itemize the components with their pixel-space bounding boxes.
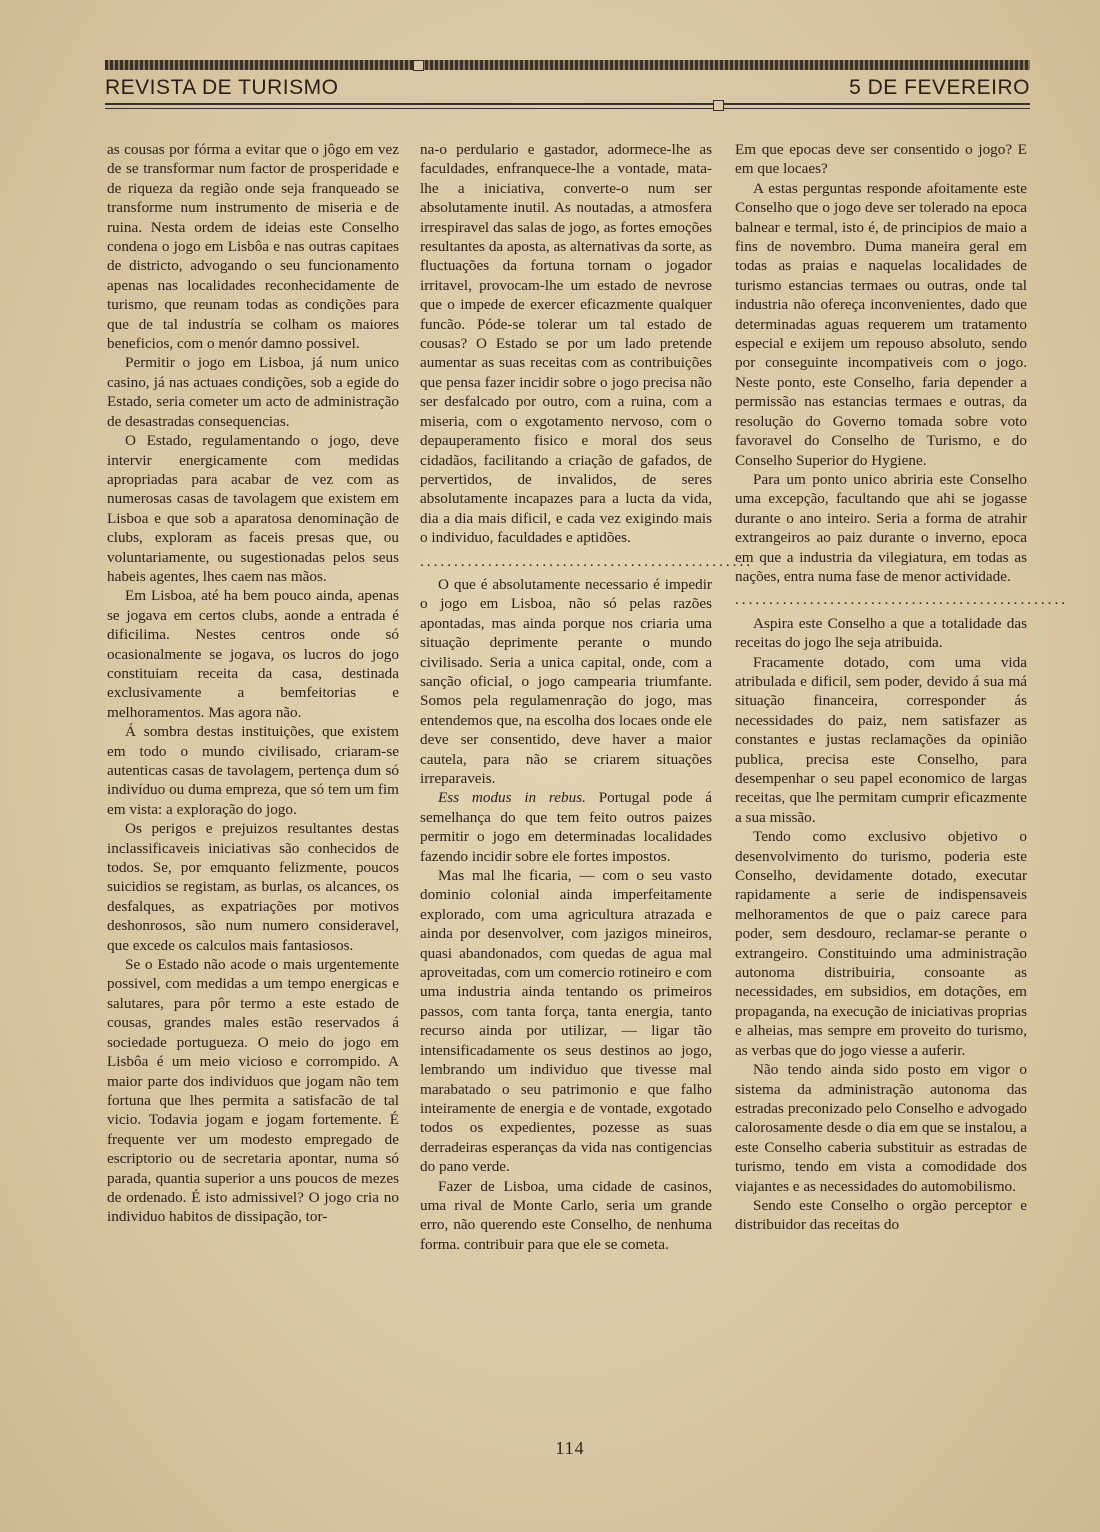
paragraph-text: O Estado, regulamentando o jogo, deve intervir energicamente com medidas apropriadas para acabar de vez com as numerosas casas de tavolagem que existem em Lisboa e que sob a aparatosa denominação de clubs, exploram as faceis presas que, ou voluntariamente, ou sugestionadas pelos seus habeis agentes, lhes caem nas mãos. [107,432,399,585]
paragraph-text: Permitir o jogo em Lisboa, já num unico casino, já nas actuaes condições, sob a egide do Estado, seria cometer um acto de administração de desastradas consequencias. [107,354,399,430]
paragraph [107,819,399,955]
running-header [105,76,1030,102]
paragraph [735,1196,1027,1235]
paragraph-text: Não tendo ainda sido posto em vigor o sistema da administração autonoma das estradas preconizado pelo Conselho e advogado calorosamente desde o dia em que se instalou, a este Conselho caberia substituir as estradas de turismo, tendo em vista a comodidade dos viajantes e as necessidades do automobilismo. [735,1061,1027,1195]
paragraph [735,179,1027,470]
paragraph-text: Mas mal lhe ficaria, — com o seu vasto dominio colonial ainda imperfeitamente explorado, com uma agricultura atrazada e ainda por desenvolver, com jazigos mineiros, quasi abandonados, com quedas de agua mal aproveitadas, com um comercio rotineiro e com uma industria ainda tentando os primeiros passos, com tanta força, tanta energia, tanto recurso ainda por utilizar, — ligar tão intensificadamente os seus destinos ao jogo, lembrando um individuo que tivesse mal marabatado o seu patrimonio e que falho inteiramente de energia e de vontade, exgotado todos os expedientes, pozesse as suas derradeiras esperanças da vida nas contigencias do pano verde. [420,867,712,1176]
header-bottom-ornament [713,100,724,111]
paragraph-text: O que é absolutamente necessario é impedir o jogo em Lisboa, não só pelas razões apontadas, mas ainda porque nos criaria uma situação deprimente perante o mundo civilisado. Seria a unica capital, onde, com a sanção oficial, o jogo campearia triumfante. Somos pela regulamenração do jogo, mas entendemos que, na escolha dos locaes onde ele deve ser consentido, deve haver a maior cautela, para não se criarem situações irreparaveis. [420,575,712,787]
paragraph-text: Portugal pode á semelhança do que tem feito outros paizes permitir o jogo em determinadas localidades fazendo incidir sobre ele fortes impostos. [420,789,712,865]
section-separator: ................................................. [735,591,1069,609]
paragraph-text: Fracamente dotado, com uma vida atribulada e dificil, sem poder, devido á sua má situação financeira, corresponder ás necessidades do paiz, nem satisfazer as constantes e justas reclamações da opinião publica, precisa este Conselho, para desempenhar o seu papel economico de largas receitas, que lhe permitam cumprir eficazmente a sua missão. [735,653,1027,826]
header-bottom-rule-2 [105,108,1030,109]
paragraph-text: Aspira este Conselho a que a totalidade das receitas do jogo lhe seja atribuida. [735,614,1027,652]
header-bottom-rule [105,103,1030,105]
latin-phrase: Ess modus in rebus. [438,789,586,807]
paragraph [107,955,399,1227]
issue-date: 5 DE FEVEREIRO [849,76,1030,99]
paragraph [735,1060,1027,1196]
paragraph [107,586,399,722]
paragraph-text: Os perigos e prejuizos resultantes destas inclassificaveis iniciativas são conhecidos de todos. Se, por emquanto felizmente, poucos suicidios se registam, as burlas, os alcances, os desfalques, as expatriações por motivos deshonrosos, são num numero consideravel, que excede os calculos mais fantasiosos. [107,820,399,954]
text-column-1 [107,140,399,1425]
header-top-rule [105,60,1030,70]
paragraph [735,653,1027,828]
paragraph-text: Tendo como exclusivo objetivo o desenvolvimento do turismo, poderia este Conselho, devidamente dotado, executar rapidamente a serie de indispensaveis melhoramentos de que o paiz carece para poder, sem desdouro, reclamar-se perante o extrangeiro. Constituindo uma administração autonoma distribuiria, consoante as necessidades, em subsidios, em dotações, em propaganda, na execução de iniciativas proprias e alheias, mas sempre em proveito do turismo, as verbas que do jogo viesse a auferir. [735,828,1027,1059]
paragraph [107,722,399,819]
paragraph [735,614,1027,653]
paragraph [735,470,1027,586]
paragraph-text: Em que epocas deve ser consentido o jogo? E em que locaes? [735,141,1027,178]
text-column-3 [735,140,1069,1425]
paragraph-text: Para um ponto unico abriria este Conselho uma excepção, facultando que ahi se jogasse durante o ano inteiro. Seria a forma de atrahir extrangeiros ao paiz durante o inverno, epoca em que a industria da vilegiatura, em todas as nações, entra numa fase de menor actividade. [735,470,1027,585]
paragraph-text: na-o perdulario e gastador, adormece-lhe as faculdades, enfranquece-lhe a vontade, mata-lhe a iniciativa, converte-o num ser absolutamente inutil. As noutadas, a atmosfera irrespiravel das salas de jogo, as fortes emoções resultantes da aposta, as alternativas da sorte, as fluctuações da fortuna tornam o jogador irritavel, provocam-lhe um estado de nevrose que o impede de exercer eficazmente qualquer funcão. Póde-se tolerar um tal estado de cousas? O Estado se por um lado pretende aumentar as suas receitas com as contribuições que pensa fazer incidir sobre o jogo precisa não ser desfalcado por outro, com a ruina, com a miseria, com o exgotamento nervoso, com o depauperamento fisico e moral dos seus cidadãos, facilitando a criação de gafados, de pervertidos, de invalidos, de seres absolutamente incapazes para a lucta da vida, dia a dia mais dificil, e cada vez exigindo mais o individuo, faculdades e aptidões. [420,141,712,547]
paragraph [735,140,1027,179]
paragraph [420,866,712,1177]
paragraph [420,575,712,788]
paragraph-text: Se o Estado não acode o mais urgentemente possivel, com medidas a um tempo energicas e salutares, para pôr termo a este estado de cousas, grandes males estão reservados á sociedade portugueza. O meio do jogo em Lisbôa é um meio vicioso e corrompido. A maior parte dos individuos que jogam não tem fortuna que lhes permita a satisfacão de tal vicio. Todavia jogam e jogam fortemente. É frequente ver um modesto empregado de escriptorio ou de secretaria apontar, numa só parada, quantia superior a uns poucos de mezes de ordenado. É isto admissivel? O jogo cria no individuo habitos de dissipação, tor- [107,956,399,1226]
paragraph [107,353,399,431]
header-rule-ornament [413,60,424,71]
text-column-2 [420,140,754,1425]
paragraph-text: as cousas por fórma a evitar que o jôgo em vez de se transformar num factor de prosperidade e de riqueza da região onde seja franqueado se transforme num instrumento de miseria e de ruina. Nesta ordem de ideias este Conselho condena o jogo em Lisbôa e nas outras capitaes de districto, advogando o seu funcionamento apenas nas localidades reconhecidamente de turismo, que reunam todas as condições para que de tal industría se colham os maiores beneficios, com o menór damno possivel. [107,141,399,353]
section-separator: ................................................. [420,552,754,570]
paragraph-text: Á sombra destas instituições, que existem em todo o mundo civilisado, criaram-se autenticas casas de tavolagem, pertença dum só indivíduo ou duma empreza, que só tem um fim em vista: a exploração do jogo. [107,723,399,818]
paragraph [107,431,399,586]
paragraph-text: A estas perguntas responde afoitamente este Conselho que o jogo deve ser tolerado na epoca balnear e termal, isto é, de principios de maio a fins de novembro. Duma maneira geral em todas as praias e naquelas localidades de turismo estancias termaes ou outras, onde tal industria não ofereça inconvenientes, dado que determinadas aguas requerem um tratamento especial e exijem um repouso absoluto, sendo por conseguinte incompativeis com o jogo. Neste ponto, este Conselho, faria depender a permissão nas estancias termaes e outras, da resolução do Governo tomada sobre voto favoravel do Conselho de Turismo, e do Conselho Superior do Hygiene. [735,179,1027,469]
journal-title: REVISTA DE TURISMO [105,76,339,99]
paragraph-text: Em Lisboa, até ha bem pouco ainda, apenas se jogava em certos clubs, aonde a entrada é dificilima. Nestes centros onde só ocasionalmente se jogava, os lucros do jogo constituiam receita da casa, destinada exclusivamente a bemfeitorias e melhoramentos. Mas agora não. [107,587,399,721]
page-number: 114 [555,1438,585,1458]
paragraph-text: Fazer de Lisboa, uma cidade de casinos, uma rival de Monte Carlo, seria um grande erro, não querendo este Conselho, de nenhuma forma. contribuir para que ele se cometa. [420,1177,712,1253]
paragraph [735,827,1027,1060]
paragraph [420,788,712,866]
paragraph [420,140,712,548]
paragraph [107,140,399,353]
paragraph [420,1177,712,1255]
paragraph-text: Sendo este Conselho o orgão perceptor e distribuidor das receitas do [735,1196,1027,1234]
